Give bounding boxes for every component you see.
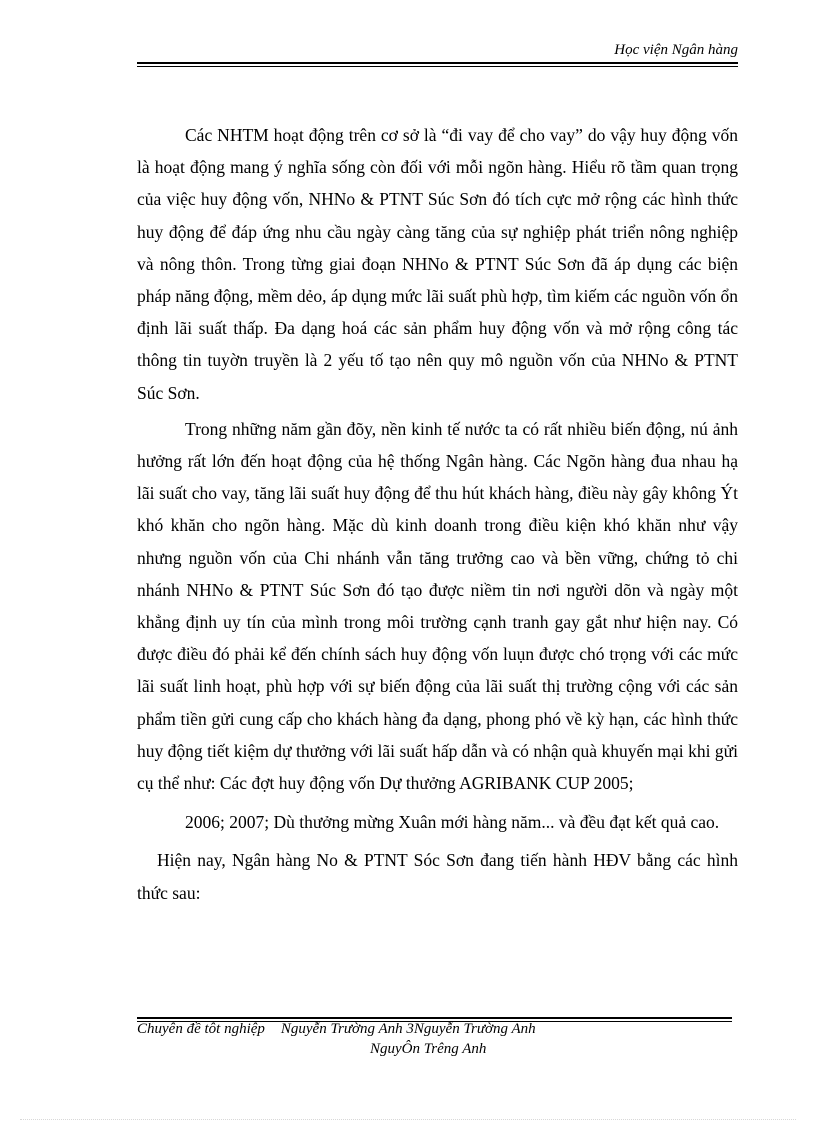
paragraph-forms-intro: Hiện nay, Ngân hàng No & PTNT Sóc Sơn đang tiến hành HĐV bằng các hình thức sau: [137,850,738,903]
footer-divider [137,1017,732,1019]
footer-line-1 [137,1021,536,1038]
footer-thesis-label: Chuyên đề tôt nghiệp [137,1021,265,1037]
paragraph-results: 2006; 2007; Dù thưởng mừng Xuân mới hàng năm... và đều đạt kết quả cao. [185,812,720,833]
footer-author: Nguyễn Trường Anh 3Nguyễn Trường Anh [280,1021,536,1037]
page-bottom-edge [20,1119,796,1120]
header-divider [137,62,738,64]
header-divider-thin [137,66,738,67]
document-body [137,119,738,909]
footer-author-garbled: NguyÔn Trêng Anh [370,1041,487,1057]
paragraph-economic-context: Trong những năm gần đõy, nền kinh tế nước ta có rất nhiều biến động, nú ảnh hưởng rất lớn đến hoạt động của hệ thống Ngân hàng. Các Ngõn hàng đua nhau hạ lãi suất cho vay, tăng lãi suất huy động để thu hút khách hàng, điều này gây không Ýt khó khăn cho ngõn hàng. Mặc dù kinh doanh trong điều kiện khó khăn như vậy nhưng nguồn vốn của Chi nhánh vẫn tăng trưởng cao và bền vững, chứng tỏ chi nhánh NHNo & PTNT Súc Sơn đó tạo được niềm tin nơi người dõn và ngày một khẳng định uy tín của mình trong môi trường cạnh tranh gay gắt như hiện nay. Có được điều đó phải kể đến chính sách huy động vốn luụn được chó trọng với các mức lãi suất linh hoạt, phù hợp với sự biến động của lãi suất thị trường cộng với các sản phẩm tiền gửi cung cấp cho khách hàng đa dạng, phong phó về kỳ hạn, các hình thức huy động tiết kiệm dự thưởng với lãi suất hấp dẫn và có nhận quà khuyến mại khi gửi cụ thể như: Các đợt huy động vốn Dự thưởng AGRIBANK CUP 2005; [137,418,738,794]
paragraph-capital-mobilization: Các NHTM hoạt động trên cơ sở là “đi vay để cho vay” do vậy huy động vốn là hoạt động mang ý nghĩa sống còn đối với mỗi ngõn hàng. Hiểu rõ tầm quan trọng của việc huy động vốn, NHNo & PTNT Súc Sơn đó tích cực mở rộng các hình thức huy động để đáp ứng nhu cầu ngày càng tăng của sự nghiệp phát triển nông nghiệp và nông thôn. Trong từng giai đoạn NHNo & PTNT Súc Sơn đã áp dụng các biện pháp năng động, mềm dẻo, áp dụng mức lãi suất phù hợp, tìm kiếm các nguồn vốn ổn định lãi suất thấp. Đa dạng hoá các sản phẩm huy động vốn và mở rộng công tác thông tin tuyờn truyền là 2 yếu tố tạo nên quy mô nguồn vốn của NHNo & PTNT Súc Sơn. [137,125,738,403]
header-title: Học viện Ngân hàng [614,42,738,58]
